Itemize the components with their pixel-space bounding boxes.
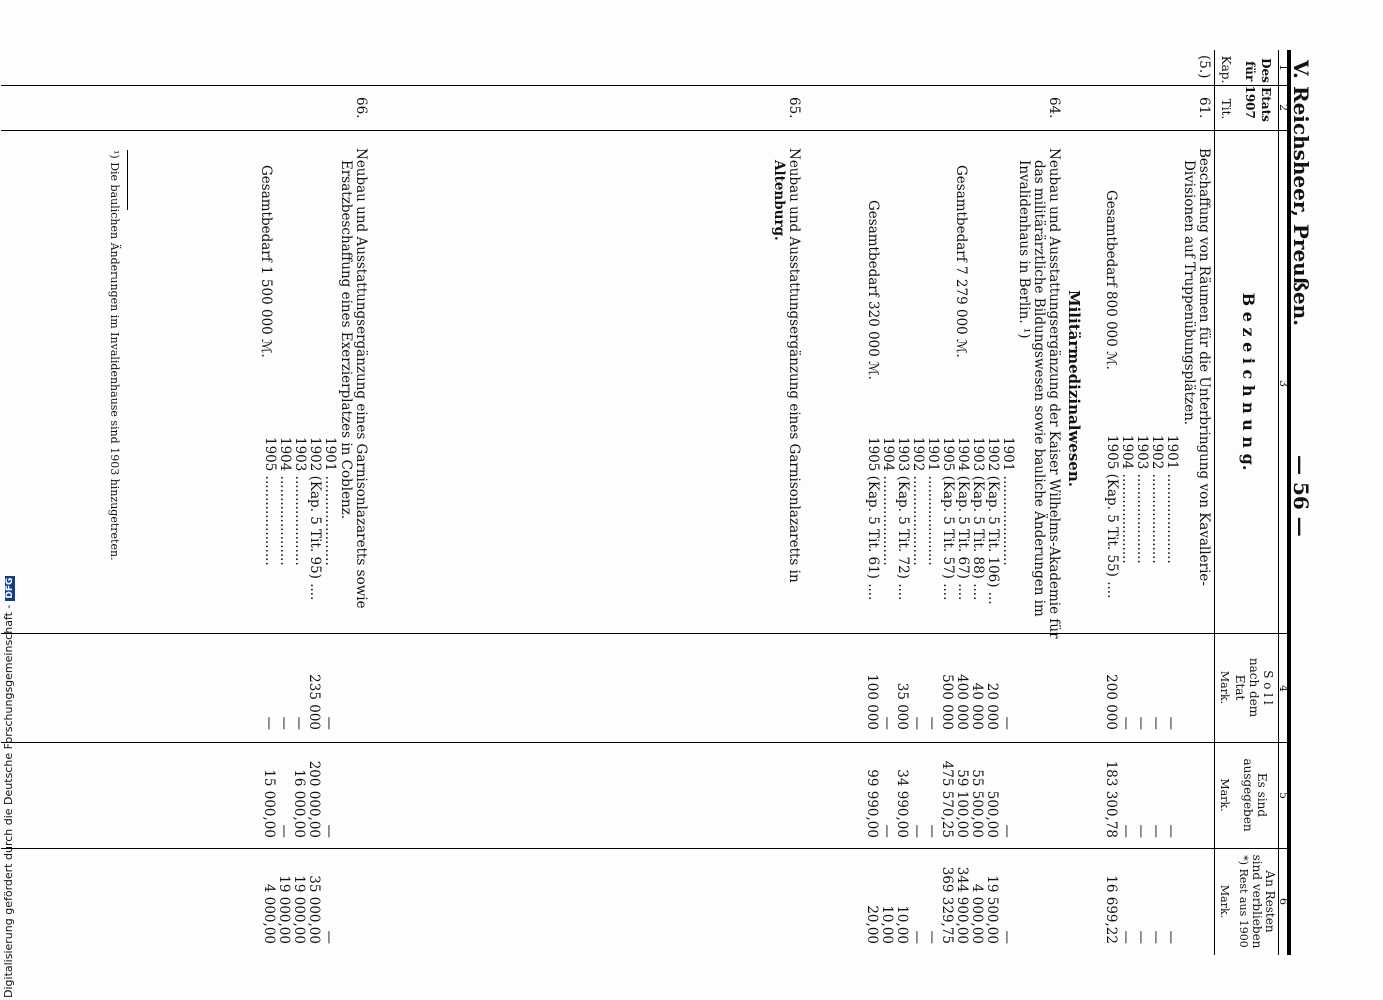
entry-66-aus-1901: —	[321, 824, 337, 838]
soll-heading-2: nach dem	[1247, 657, 1261, 718]
colnum-2: 2	[1277, 104, 1290, 111]
header-bottom-rule	[1214, 50, 1215, 955]
entry-61-desc-2: Divisionen auf Truppenübungsplätzen.	[1181, 160, 1197, 426]
entry-64-soll-1904: 400 000	[954, 674, 970, 730]
entry-64-rest-1904: 344 900,00	[954, 866, 970, 944]
entry-66-rest-1904: 19 000,00	[276, 875, 292, 944]
entry-66-soll-1902: 235 000	[306, 674, 322, 730]
entry-65-rest-1902: —	[909, 930, 925, 944]
entry-61-rest-1905: 16 699,22	[1103, 875, 1119, 944]
ausgegeben-heading-1: Es sind	[1255, 772, 1269, 818]
entry-66-tit: 66.	[353, 97, 369, 119]
entry-65-aus-1904: —	[879, 824, 895, 838]
entry-61-aus-1901: —	[1163, 824, 1179, 838]
entry-64-aus-1902: 500,00	[984, 790, 1000, 838]
etat-heading-line-2: für 1907	[1243, 61, 1257, 119]
entry-65-soll-1903: 35 000	[894, 682, 910, 730]
etat-heading-line-1: Des Etats	[1259, 58, 1273, 122]
col-sep-3	[1, 633, 1291, 634]
ausgegeben-unit: Mark.	[1218, 778, 1231, 812]
entry-66-year-1902: 1902 (Kap. 5 Tit. 95) ....	[307, 437, 323, 601]
entry-65-aus-1902: —	[909, 824, 925, 838]
entry-64-desc-2: das militärärztliche Bildungswesen sowie bauliche Änderungen im	[1031, 160, 1047, 617]
entry-65-gesamtbedarf: Gesamtbedarf 320 000 ℳ.	[865, 200, 881, 380]
footnote: ¹) Die baulichen Änderungen im Invalidenhause sind 1903 hinzugetreten.	[108, 150, 121, 561]
page-number: — 56 —	[1289, 455, 1313, 537]
entry-64-soll-1905: 500 000	[939, 674, 955, 730]
kap-heading: Kap.	[1219, 55, 1233, 84]
entry-64-year-1905: 1905 (Kap. 5 Tit. 57) ....	[940, 437, 956, 601]
digitization-credit	[2, 576, 15, 998]
reste-unit: Mark.	[1218, 884, 1231, 919]
entry-66-desc-1: Neubau und Ausstattungsergänzung eines Garnisonlazaretts sowie	[353, 148, 369, 609]
entry-64-soll-1901: —	[999, 716, 1015, 730]
entry-66-rest-1903: 19 000,00	[291, 875, 307, 944]
entry-65-rest-1903: 10,00	[894, 905, 910, 944]
soll-heading-1: S o l l	[1261, 670, 1275, 705]
dfg-logo-icon: DFG	[5, 577, 15, 599]
colnum-1: 1	[1277, 64, 1290, 71]
entry-65-year-1905: 1905 (Kap. 5 Tit. 61) ....	[865, 437, 881, 601]
entry-64-aus-1904: 59 100,00	[954, 769, 970, 838]
entry-64-year-1903: 1903 (Kap. 5 Tit. 88) ....	[970, 437, 986, 601]
col-sep-4	[1, 742, 1291, 743]
entry-61-kap: (5.)	[1196, 55, 1212, 79]
entry-61-year-1901: 1901 .....................	[1164, 435, 1180, 564]
entry-66-aus-1902: 200 000,00	[306, 760, 322, 838]
entry-65-rest-1905: 20,00	[864, 905, 880, 944]
tit-heading: Tit.	[1219, 98, 1233, 120]
entry-61-aus-1905: 183 300,78	[1103, 760, 1119, 838]
entry-66-soll-1905: —	[261, 716, 277, 730]
entry-64-aus-1905: 475 570,25	[939, 760, 955, 838]
entry-64-gesamtbedarf: Gesamtbedarf 7 279 000 ℳ.	[953, 165, 969, 358]
colnum-3: 3	[1277, 380, 1290, 387]
col-sep-2	[1, 130, 1291, 131]
reste-heading-2: sind verblieben	[1250, 854, 1264, 949]
ausgegeben-heading-2: ausgegeben	[1241, 758, 1255, 832]
entry-66-desc-2: Ersatzbeschaffung eines Exerzierplatzes in Coblenz.	[338, 160, 354, 520]
entry-61-aus-1904: —	[1118, 824, 1134, 838]
entry-61-soll-1905: 200 000	[1103, 674, 1119, 730]
entry-61-year-1904: 1904 .....................	[1119, 435, 1135, 564]
entry-61-rest-1901: —	[1163, 930, 1179, 944]
entry-64-year-1904: 1904 (Kap. 5 Tit. 67) ....	[955, 437, 971, 601]
entry-61-rest-1904: —	[1118, 930, 1134, 944]
entry-64-soll-1903: 40 000	[969, 682, 985, 730]
entry-64-aus-1901: —	[999, 824, 1015, 838]
entry-65-aus-1903: 34 990,00	[894, 769, 910, 838]
soll-heading-3: Etat	[1233, 674, 1247, 701]
entry-65-aus-1905: 99 990,00	[864, 769, 880, 838]
entry-64-rest-1905: 369 329,75	[939, 866, 955, 944]
entry-65-soll-1905: 100 000	[864, 674, 880, 730]
entry-61-soll-1901: —	[1163, 716, 1179, 730]
entry-61-rest-1903: —	[1133, 930, 1149, 944]
entry-66-rest-1901: —	[321, 930, 337, 944]
entry-65-year-1903: 1903 (Kap. 5 Tit. 72) ....	[895, 437, 911, 601]
entry-65-year-1901: 1901 .....................	[925, 437, 941, 566]
entry-65-soll-1901: —	[924, 716, 940, 730]
reste-heading-1: An Resten	[1263, 870, 1277, 933]
entry-66-year-1905: 1905 .....................	[262, 437, 278, 566]
entry-66-year-1903: 1903 .....................	[292, 437, 308, 566]
entry-65-tit: 65.	[786, 97, 802, 119]
colnum-6: 6	[1277, 898, 1290, 905]
colnum-4: 4	[1277, 685, 1290, 692]
entry-61-year-1905: 1905 (Kap. 5 Tit. 55) ....	[1104, 435, 1120, 599]
entry-61-soll-1904: —	[1118, 716, 1134, 730]
entry-65-desc-1: Neubau und Ausstattungsergänzung eines Garnisonlazaretts in	[786, 148, 802, 583]
entry-64-year-1902: 1902 (Kap. 5 Tit. 106) ...	[985, 437, 1001, 605]
digitization-credit-text: Digitalisierung gefördert durch die Deutsche Forschungsgemeinschaft -	[2, 604, 15, 998]
entry-65-soll-1904: —	[879, 716, 895, 730]
entry-65-year-1904: 1904 .....................	[880, 437, 896, 566]
entry-66-rest-1905: 4 000,00	[261, 883, 277, 944]
entry-61-rest-1902: —	[1148, 930, 1164, 944]
page-header-title: V. Reichsheer, Preußen.	[1289, 60, 1313, 327]
header-top-rule	[1287, 50, 1291, 955]
entry-66-year-1901: 1901 .....................	[322, 437, 338, 566]
entry-64-rest-1901: —	[999, 930, 1015, 944]
entry-64-tit: 64.	[1046, 97, 1062, 119]
entry-61-soll-1903: —	[1133, 716, 1149, 730]
entry-61-gesamtbedarf: Gesamtbedarf 800 000 ℳ.	[1103, 190, 1119, 370]
entry-66-rest-1902: 35 000,00	[306, 875, 322, 944]
entry-65-year-1902: 1902 .....................	[910, 437, 926, 566]
entry-66-gesamtbedarf: Gesamtbedarf 1 500 000 ℳ.	[258, 165, 274, 358]
entry-66-aus-1903: 16 000,00	[291, 769, 307, 838]
entry-65-rest-1904: 10,00	[879, 905, 895, 944]
entry-66-soll-1901: —	[321, 716, 337, 730]
col-sep-5	[1, 848, 1291, 849]
entry-64-year-1901: 1901 .....................	[1000, 437, 1016, 566]
entry-64-soll-1902: 20 000	[984, 682, 1000, 730]
entry-61-year-1902: 1902 .....................	[1149, 435, 1165, 564]
colnum-5: 5	[1277, 792, 1290, 799]
col-sep-1	[1, 85, 1291, 86]
entry-64-rest-1903: 4 000,00	[969, 883, 985, 944]
column-number-rule	[1278, 50, 1279, 955]
section-heading: Militärmedizinalwesen.	[1065, 290, 1083, 487]
entry-61-soll-1902: —	[1148, 716, 1164, 730]
footnote-rule	[127, 150, 128, 210]
entry-64-aus-1903: 55 500,00	[969, 769, 985, 838]
entry-66-aus-1904: —	[276, 824, 292, 838]
entry-65-aus-1901: —	[924, 824, 940, 838]
entry-61-aus-1902: —	[1148, 824, 1164, 838]
entry-61-desc-1: Beschaffung von Räumen für die Unterbringung von Kavallerie-	[1196, 148, 1212, 586]
entry-65-desc-2: Altenburg.	[771, 160, 787, 241]
entry-61-tit: 61.	[1196, 97, 1212, 119]
entry-64-rest-1902: 19 500,00	[984, 875, 1000, 944]
soll-unit: Mark.	[1218, 670, 1231, 705]
entry-64-desc-1: Neubau und Ausstattungsergänzung der Kaiser Wilhelms-Akademie für	[1046, 148, 1062, 639]
entry-61-year-1903: 1903 .....................	[1134, 435, 1150, 564]
entry-66-soll-1903: —	[291, 716, 307, 730]
entry-65-soll-1902: —	[909, 716, 925, 730]
entry-66-soll-1904: —	[276, 716, 292, 730]
entry-66-year-1904: 1904 .....................	[277, 437, 293, 566]
entry-65-rest-1901: —	[924, 930, 940, 944]
entry-66-aus-1905: 15 000,00	[261, 769, 277, 838]
entry-64-desc-3: Invalidenhaus in Berlin. ¹)	[1016, 160, 1032, 339]
reste-footnote-mark: *) Rest aus 1900	[1237, 855, 1250, 948]
bezeichnung-heading: B e z e i c h n u n g.	[1239, 292, 1258, 471]
entry-61-aus-1903: —	[1133, 824, 1149, 838]
